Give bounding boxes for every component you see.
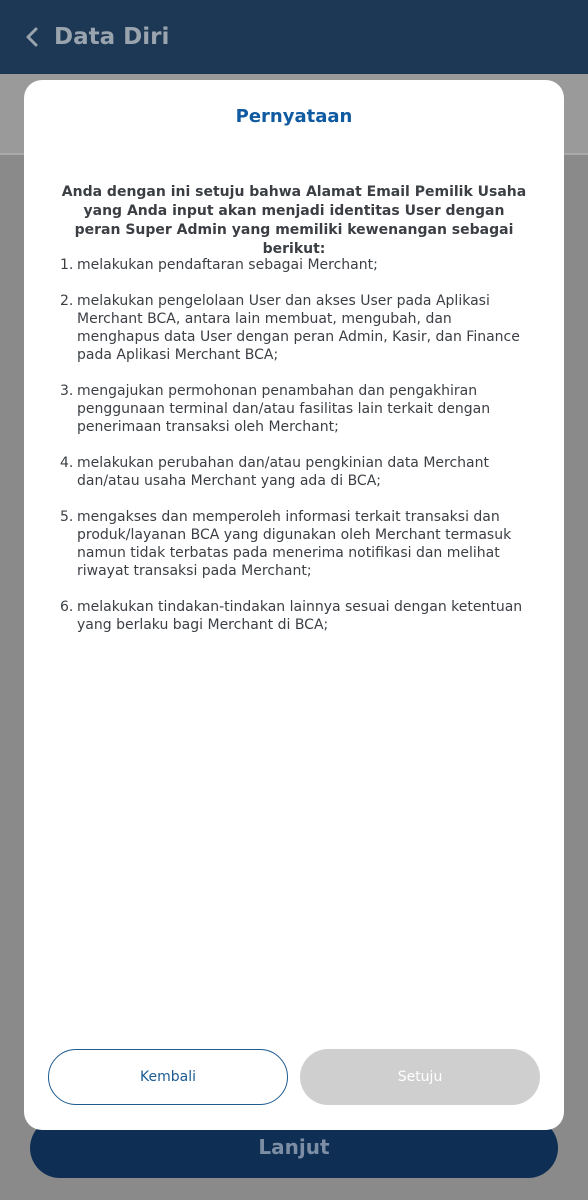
page-title: Data Diri — [54, 24, 170, 50]
app-bar — [0, 0, 588, 74]
list-item-text: mengajukan permohonan penambahan dan pengakhiran penggunaan terminal dan/atau fasilitas lain terkait dengan penerimaan transaksi oleh Merchant; — [77, 383, 491, 435]
continue-button-label: Lanjut — [258, 1135, 330, 1159]
list-item — [60, 598, 536, 634]
list-item — [60, 382, 536, 436]
agree-button[interactable]: Setuju — [300, 1049, 540, 1105]
list-item-text: melakukan perubahan dan/atau pengkinian data Merchant dan/atau usaha Merchant yang ada di BCA; — [77, 455, 489, 489]
list-item-text: melakukan pendaftaran sebagai Merchant; — [77, 257, 378, 273]
list-item — [60, 292, 536, 364]
list-item-number: 1. — [60, 257, 74, 273]
chevron-left-icon — [24, 26, 40, 48]
list-item-number: 6. — [60, 599, 74, 615]
list-item-number: 5. — [60, 509, 74, 525]
dialog-title: Pernyataan — [235, 106, 353, 127]
dialog-intro: Anda dengan ini setuju bahwa Alamat Email Pemilik Usaha yang Anda input akan menjadi identitas User dengan peran Super Admin yang memiliki kewenangan sebagai berikut: — [61, 184, 527, 257]
terms-list — [60, 256, 536, 652]
list-item-text: mengakses dan memperoleh informasi terkait transaksi dan produk/layanan BCA yang digunakan oleh Merchant termasuk namun tidak terbatas pada menerima notifikasi dan melihat riwayat transaksi pada Merchant; — [77, 509, 512, 579]
list-item — [60, 508, 536, 580]
list-item — [60, 454, 536, 490]
list-item — [60, 256, 536, 274]
list-item-text: melakukan tindakan-tindakan lainnya sesuai dengan ketentuan yang berlaku bagi Merchant di BCA; — [77, 599, 523, 633]
list-item-number: 3. — [60, 383, 74, 399]
back-dialog-button[interactable]: Kembali — [48, 1049, 288, 1105]
list-item-number: 2. — [60, 293, 74, 309]
back-button[interactable] — [8, 13, 56, 61]
list-item-text: melakukan pengelolaan User dan akses User pada Aplikasi Merchant BCA, antara lain membuat, mengubah, dan menghapus data User dengan peran Admin, Kasir, dan Finance pada Aplikasi Merchant BCA; — [77, 293, 520, 363]
statement-dialog — [24, 80, 564, 1130]
list-item-number: 4. — [60, 455, 74, 471]
